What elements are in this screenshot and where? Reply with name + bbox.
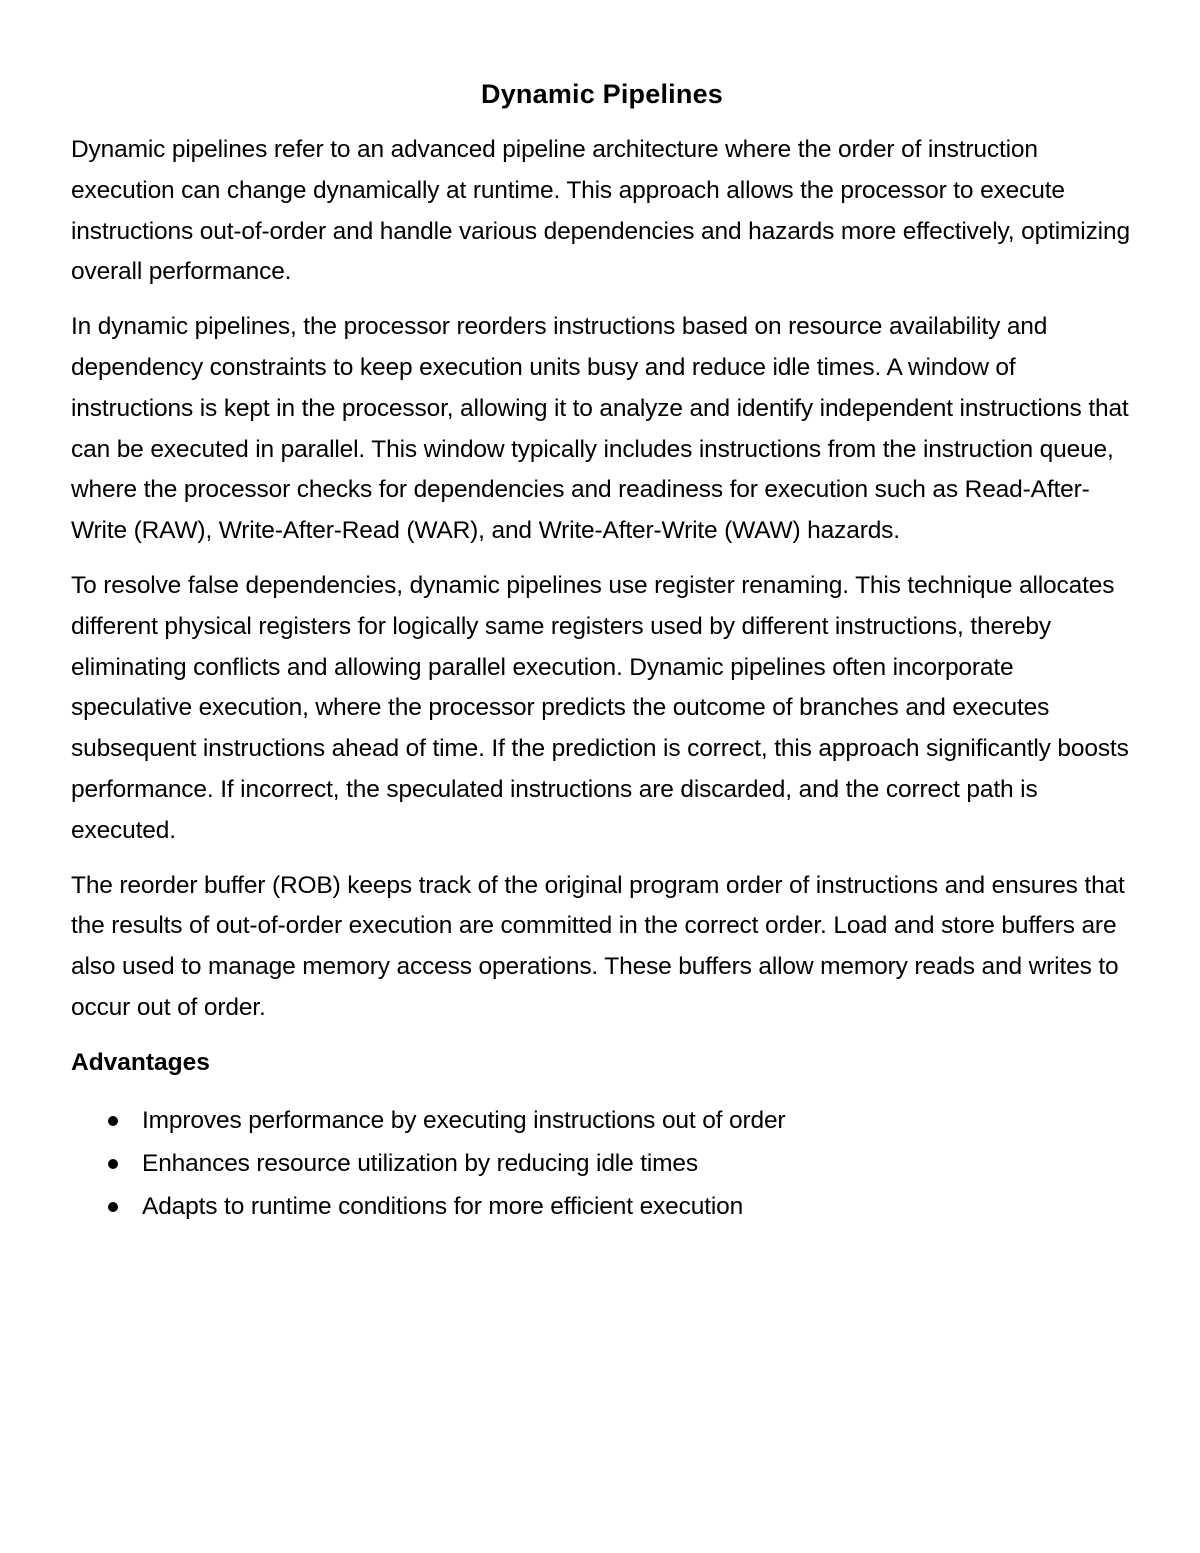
bullet-icon [108, 1202, 118, 1212]
document-page [71, 72, 1133, 1228]
document-title: Dynamic Pipelines [481, 79, 723, 109]
paragraph-reorder-buffer: The reorder buffer (ROB) keeps track of the original program order of instructions and ensures that the results of out-of-order execution are committed in the correct order. Load and store buffers are also used to manage memory access operations. These buffers allow memory reads and writes to occur out of order. [71, 871, 1125, 1021]
advantages-item-text: Improves performance by executing instructions out of order [142, 1106, 786, 1134]
bullet-icon [108, 1159, 118, 1169]
paragraph-renaming-speculation: To resolve false dependencies, dynamic pipelines use register renaming. This technique allocates different physical registers for logically same registers used by different instructions, thereby eliminating conflicts and allowing parallel execution. Dynamic pipelines often incorporate speculative execution, where the processor predicts the outcome of branches and executes subsequent instructions ahead of time. If the prediction is correct, this approach significantly boosts performance. If incorrect, the speculated instructions are discarded, and the correct path is executed. [71, 571, 1129, 844]
advantages-list-item [71, 1185, 1133, 1228]
paragraph-intro: Dynamic pipelines refer to an advanced pipeline architecture where the order of instruction execution can change dynamically at runtime. This approach allows the processor to execute instructions out-of-order and handle various dependencies and hazards more effectively, optimizing overall performance. [71, 136, 1130, 286]
advantages-item-text: Adapts to runtime conditions for more efficient execution [142, 1192, 744, 1220]
advantages-list-item [71, 1142, 1133, 1185]
advantages-list [71, 1099, 1133, 1228]
advantages-item-text: Enhances resource utilization by reducing idle times [142, 1149, 698, 1177]
advantages-list-item [71, 1099, 1133, 1142]
paragraph-reordering: In dynamic pipelines, the processor reorders instructions based on resource availability and dependency constraints to keep execution units busy and reduce idle times. A window of instructions is kept in the processor, allowing it to analyze and identify independent instructions that can be executed in parallel. This window typically includes instructions from the instruction queue, where the processor checks for dependencies and readiness for execution such as Read-After-Write (RAW), Write-After-Read (WAR), and Write-After-Write (WAW) hazards. [71, 313, 1129, 545]
bullet-icon [108, 1116, 118, 1126]
advantages-heading: Advantages [71, 1048, 210, 1076]
